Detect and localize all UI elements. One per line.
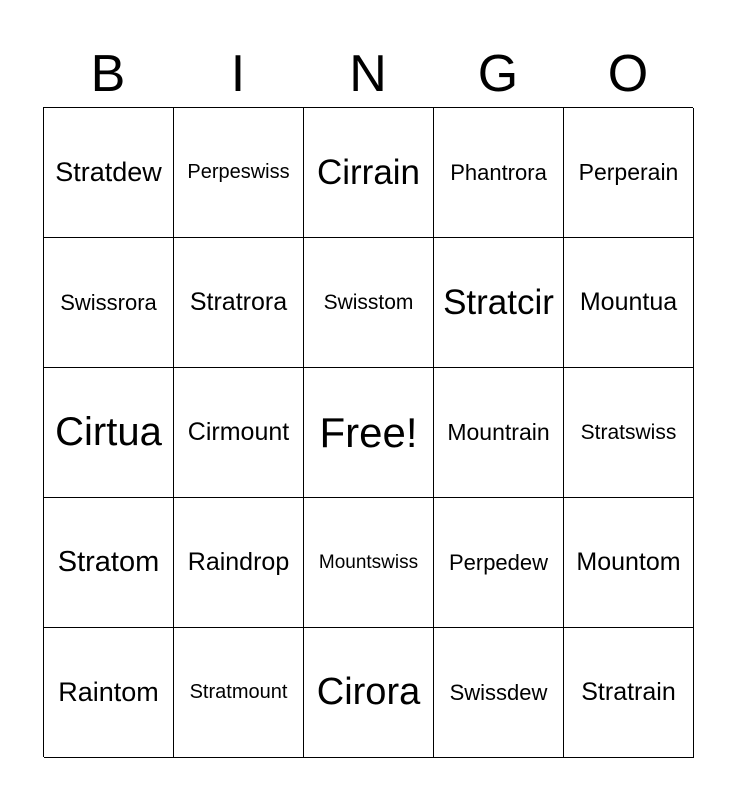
- header-letter-g: G: [477, 45, 519, 103]
- bingo-cell-r3-c1[interactable]: Raindrop: [174, 498, 304, 628]
- header-letter-o: O: [607, 45, 649, 103]
- bingo-cell-r3-c2[interactable]: Mountswiss: [304, 498, 434, 628]
- bingo-cell-r2-c3[interactable]: Mountrain: [434, 368, 564, 498]
- bingo-cell-r0-c1[interactable]: Perpeswiss: [174, 108, 304, 238]
- bingo-grid: [43, 107, 693, 757]
- bingo-cell-r4-c3[interactable]: Swissdew: [434, 628, 564, 758]
- bingo-cell-r1-c3[interactable]: Stratcir: [434, 238, 564, 368]
- bingo-cell-r3-c0[interactable]: Stratom: [44, 498, 174, 628]
- bingo-cell-r2-c4[interactable]: Stratswiss: [564, 368, 694, 498]
- bingo-cell-r2-c1[interactable]: Cirmount: [174, 368, 304, 498]
- bingo-cell-r1-c2[interactable]: Swisstom: [304, 238, 434, 368]
- bingo-cell-r1-c1[interactable]: Stratrora: [174, 238, 304, 368]
- bingo-cell-r0-c0[interactable]: Stratdew: [44, 108, 174, 238]
- bingo-cell-r4-c2[interactable]: Cirora: [304, 628, 434, 758]
- bingo-cell-r1-c0[interactable]: Swissrora: [44, 238, 174, 368]
- bingo-cell-free[interactable]: Free!: [304, 368, 434, 498]
- bingo-cell-r4-c0[interactable]: Raintom: [44, 628, 174, 758]
- bingo-cell-r1-c4[interactable]: Mountua: [564, 238, 694, 368]
- bingo-cell-r3-c3[interactable]: Perpedew: [434, 498, 564, 628]
- bingo-cell-r3-c4[interactable]: Mountom: [564, 498, 694, 628]
- header-letter-i: I: [230, 45, 246, 103]
- bingo-header: [43, 40, 693, 108]
- bingo-cell-r4-c1[interactable]: Stratmount: [174, 628, 304, 758]
- bingo-cell-r0-c3[interactable]: Phantrora: [434, 108, 564, 238]
- bingo-cell-r2-c0[interactable]: Cirtua: [44, 368, 174, 498]
- header-letter-n: N: [349, 45, 387, 103]
- header-letter-b: B: [90, 45, 126, 103]
- bingo-cell-r0-c4[interactable]: Perperain: [564, 108, 694, 238]
- bingo-cell-r4-c4[interactable]: Stratrain: [564, 628, 694, 758]
- bingo-cell-r0-c2[interactable]: Cirrain: [304, 108, 434, 238]
